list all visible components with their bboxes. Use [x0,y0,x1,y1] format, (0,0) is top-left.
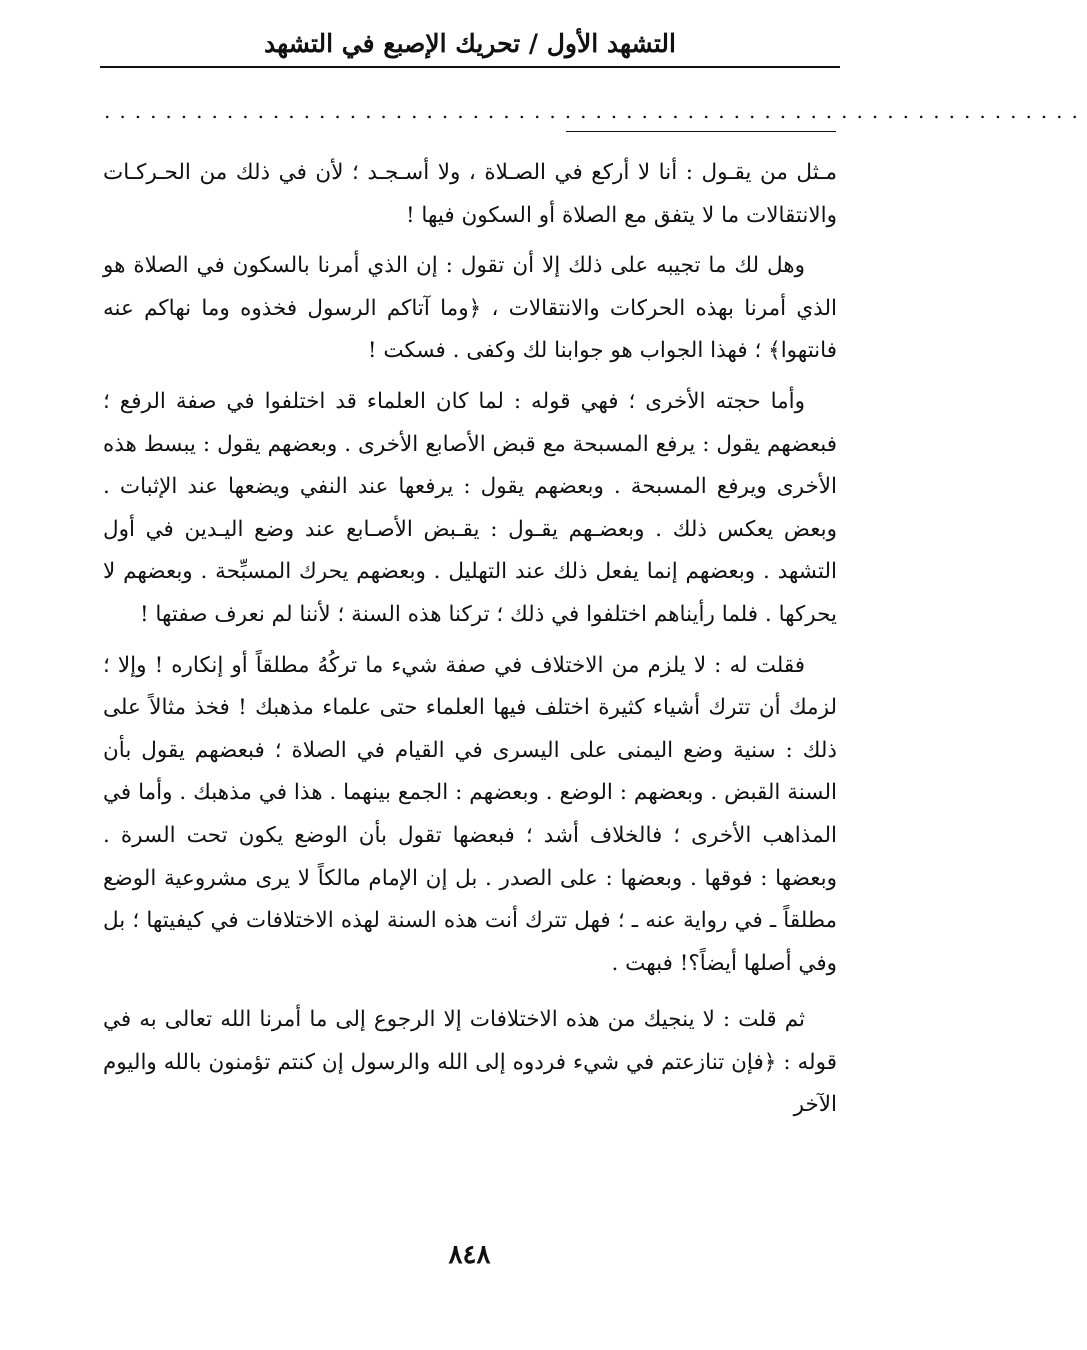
paragraph: فقلت له : لا يلزم من الاختلاف في صفة شيء ما تركُهُ مطلقاً أو إنكاره ! وإلا ؛ لزمك أن تترك أشياء كثيرة اختلف فيها العلماء حتى علماء مذهبك ! فخذ مثالاً على ذلك : سنية وضع اليمنى على اليسرى في القيام في الصلاة ؛ فبعضهم يقول بأن السنة القبض . وبعضهم : الوضع . وبعضهم : الجمع بينهما . هذا في مذهبك . وأما في المذاهب الأخرى ؛ فالخلاف أشد ؛ فبعضها تقول بأن الوضع يكون تحت السرة . وبعضها : فوقها . وبعضها : على الصدر . بل إن الإمام مالكاً لا يرى مشروعية الوضع مطلقاً ـ في رواية عنه ـ ؛ فهل تترك أنت هذه السنة لهذه الاختلافات في كيفيتها ؛ بل وفي أصلها أيضاً؟! فبهت . [103,652,837,976]
paragraph: مـثل من يقـول : أنا لا أركع في الصـلاة ، ولا أسـجـد ؛ لأن في ذلك من الحـركـات والانتقالات ما لا يتفق مع الصلاة أو السكون فيها ! [103,160,837,228]
paragraph: وأما حجته الأخرى ؛ فهي قوله : لما كان العلماء قد اختلفوا في صفة الرفع ؛ فبعضهم يقول : يرفع المسبحة مع قبض الأصابع الأخرى . وبعضهم يقول : يبسط هذه الأخرى ويرفع المسبحة . وبعضهم يقول : يرفعها عند النفي ويضعها عند الإثبات . وبعض يعكس ذلك . وبعضـهم يقـول : يقـبض الأصـابع عند وضع اليـدين في أول التشهد . وبعضهم إنما يفعل ذلك عند التهليل . وبعضهم يحرك المسبِّحة . وبعضهم لا يحركها . فلما رأيناهم اختلفوا في ذلك ؛ تركنا هذه السنة ؛ لأننا لم نعرف صفتها ! [103,388,837,627]
page-number: ٨٤٨ [448,1240,491,1270]
short-rule [566,131,836,132]
paragraph: وهل لك ما تجيبه على ذلك إلا أن تقول : إن الذي أمرنا بالسكون في الصلاة هو الذي أمرنا بهذه الحركات والانتقالات ، ﴿وما آتاكم الرسول فخذوه وما نهاكم عنه فانتهوا﴾ ؛ فهذا الجواب هو جوابنا لك وكفى . فسكت ! [103,253,837,364]
header-title: التشهد الأول / تحريك الإصبع في التشهد [264,29,676,58]
paragraph: ثم قلت : لا ينجيك من هذه الاختلافات إلا الرجوع إلى ما أمرنا الله تعالى به في قوله : ﴿فإن تنازعتم في شيء فردوه إلى الله والرسول إن كنتم تؤمنون بالله واليوم الآخر [103,1007,837,1118]
running-header [100,22,840,68]
dotted-separator: ................................................................ [104,99,1087,123]
main-text [103,152,837,1131]
